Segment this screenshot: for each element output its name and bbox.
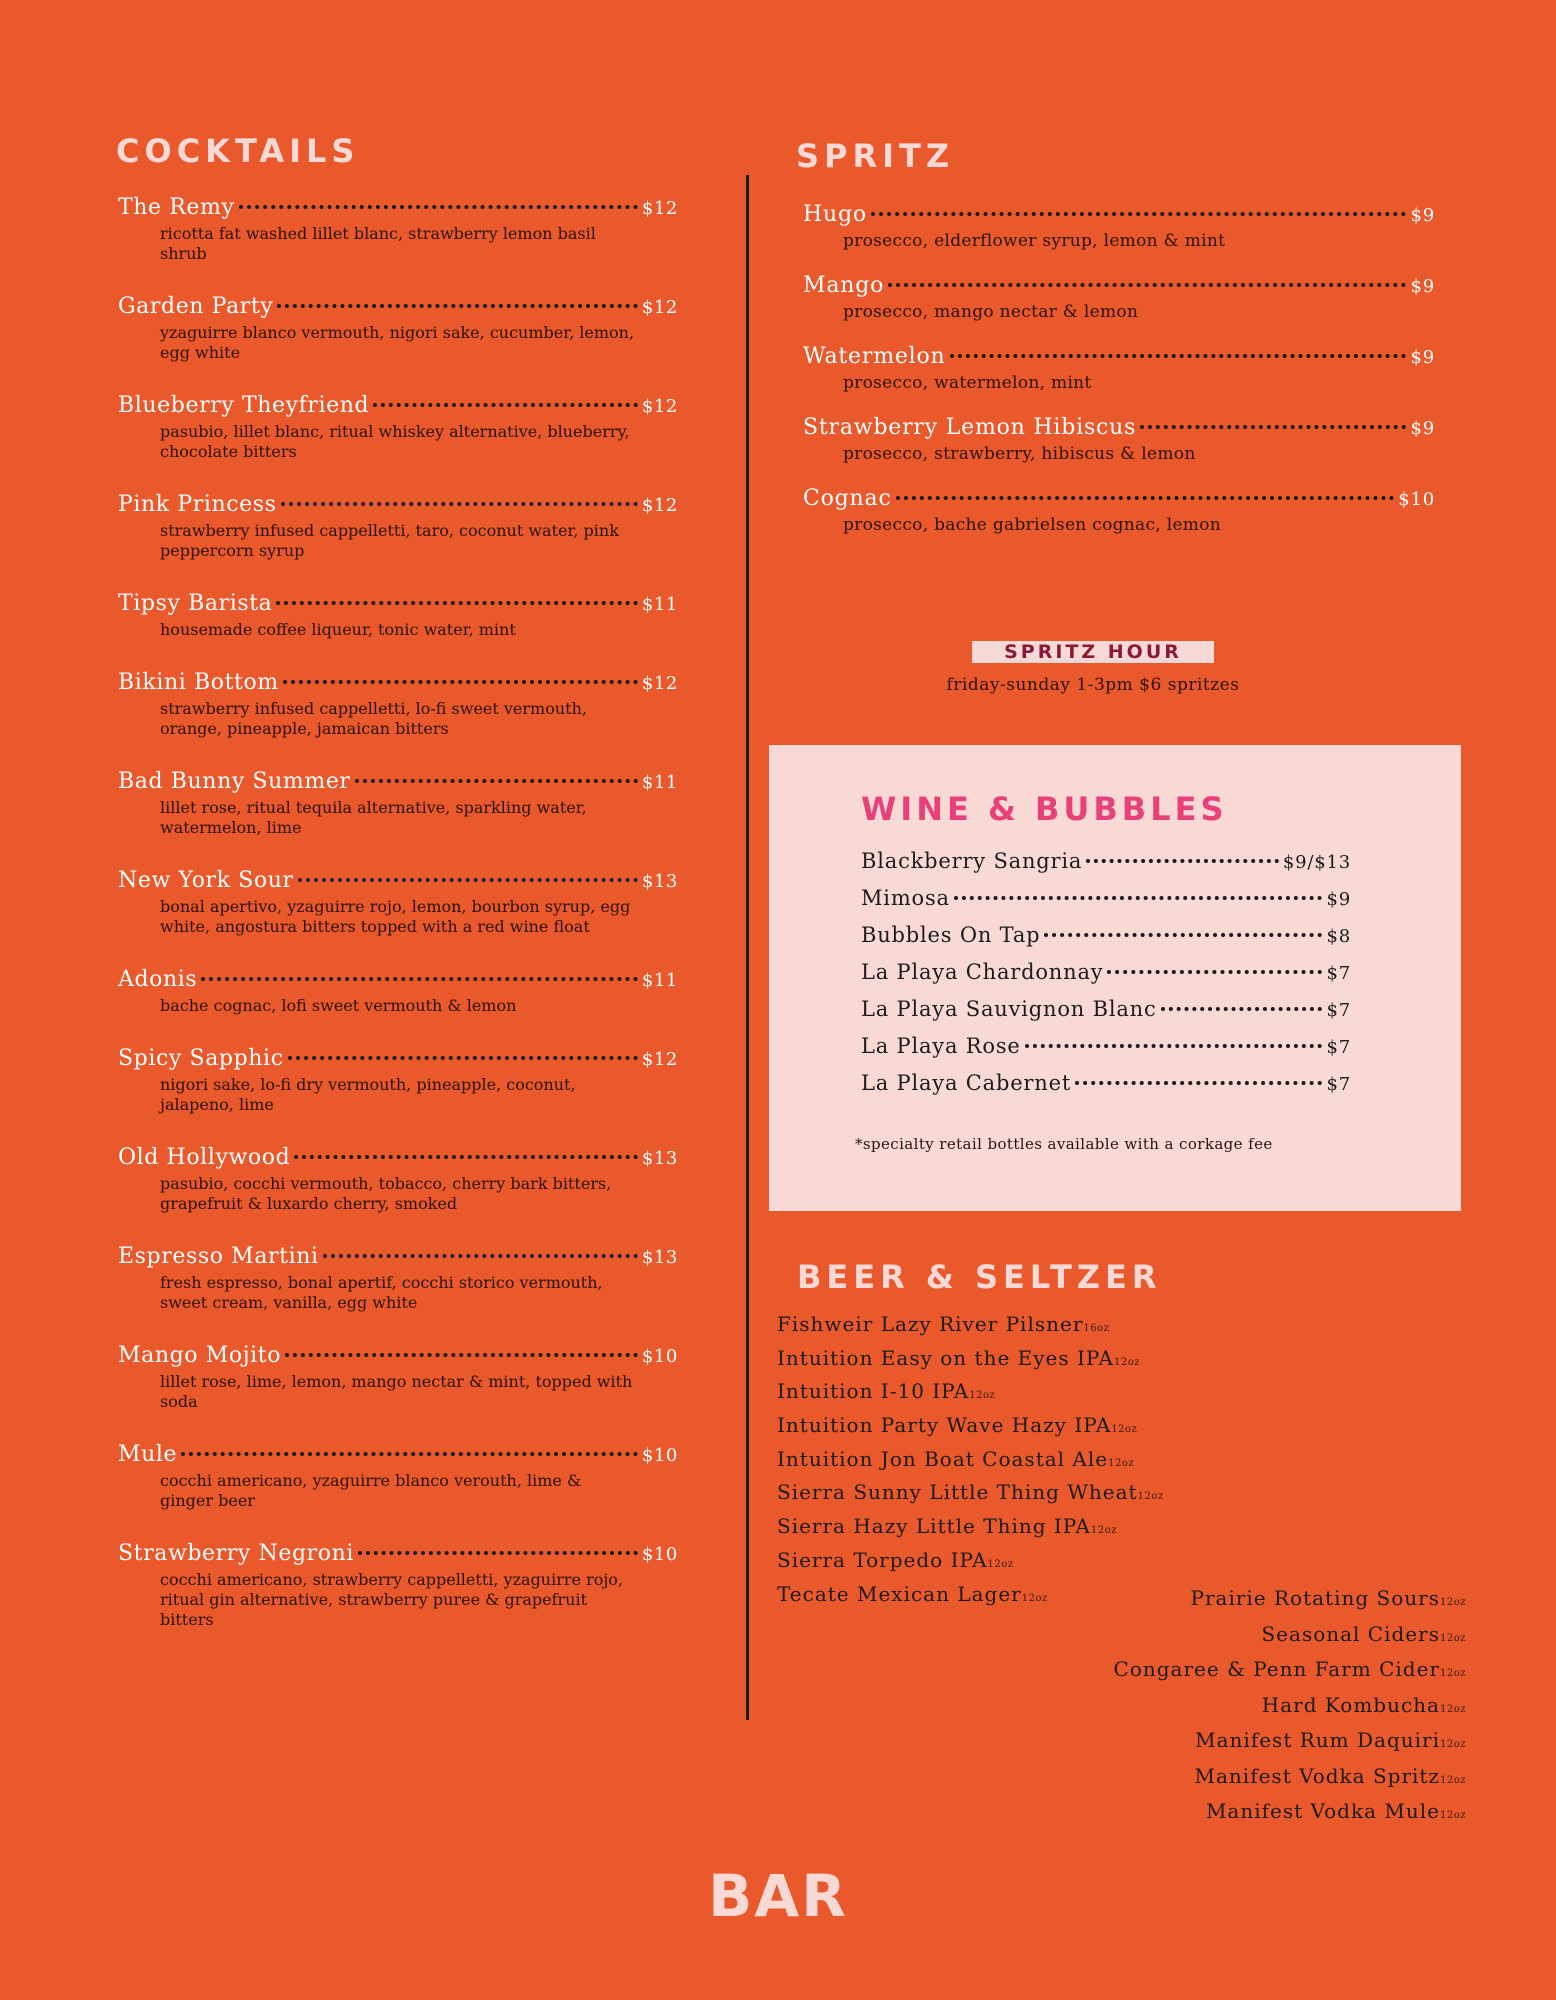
beer-name: Fishweir Lazy River Pilsner <box>777 1312 1084 1336</box>
beer-item <box>777 1312 1164 1346</box>
spritz-item <box>803 202 1435 251</box>
wine-item <box>861 923 1351 960</box>
wine-price: $8 <box>1326 926 1351 947</box>
wine-list <box>861 849 1351 1108</box>
cocktail-item <box>118 1046 678 1115</box>
cocktail-row <box>118 591 678 616</box>
dot-leader <box>355 779 638 783</box>
spritz-hour-text: friday-sunday 1-3pm $6 spritzes <box>946 675 1240 695</box>
beer-item <box>1114 1586 1466 1622</box>
cocktail-description: bache cognac, lofi sweet vermouth & lemon <box>160 996 517 1015</box>
cocktail-name: New York Sour <box>118 868 294 893</box>
beer-item <box>777 1582 1164 1616</box>
cocktail-price: $11 <box>641 594 678 615</box>
dot-leader <box>288 1056 638 1060</box>
beer-name: Intuition Party Wave Hazy IPA <box>777 1413 1112 1438</box>
dot-leader <box>285 1353 638 1357</box>
dot-leader <box>1025 1044 1323 1048</box>
cocktail-row <box>118 1145 678 1170</box>
cocktail-row <box>118 1244 678 1269</box>
beer-size: 12oz <box>1113 1356 1140 1368</box>
spritz-title: SPRITZ <box>796 137 955 175</box>
cocktail-name: The Remy <box>118 195 235 220</box>
spritz-price: $9 <box>1410 347 1435 368</box>
cocktail-description: pasubio, cocchi vermouth, tobacco, cherry bark bitters, grapefruit & luxardo cherry, smoked <box>160 1174 612 1213</box>
wine-item <box>861 997 1351 1034</box>
beer-item <box>1114 1657 1466 1693</box>
spritz-list <box>803 202 1435 557</box>
dot-leader <box>358 1551 638 1555</box>
spritz-row <box>803 415 1435 440</box>
spritz-item <box>803 486 1435 535</box>
spritz-price: $9 <box>1410 205 1435 226</box>
wine-item <box>861 886 1351 923</box>
wine-item <box>861 1034 1351 1071</box>
spritz-row <box>803 202 1435 227</box>
cocktail-item <box>118 294 678 363</box>
spritz-description: prosecco, bache gabrielsen cognac, lemon <box>843 515 1222 535</box>
spritz-name: Strawberry Lemon Hibiscus <box>803 415 1137 440</box>
beer-name: Intuition Jon Boat Coastal Ale <box>777 1446 1109 1471</box>
cocktail-name: Mango Mojito <box>118 1343 282 1368</box>
wine-name: La Playa Chardonnay <box>861 960 1104 984</box>
spritz-description: prosecco, mango nectar & lemon <box>843 302 1139 322</box>
cocktail-row <box>118 1442 678 1467</box>
cocktail-name: Garden Party <box>118 294 274 319</box>
spritz-item <box>803 273 1435 322</box>
dot-leader <box>298 878 638 882</box>
cocktail-item <box>118 591 678 640</box>
beer-size: 12oz <box>1439 1739 1466 1750</box>
cocktail-description: housemade coffee liqueur, tonic water, mint <box>160 620 516 639</box>
cocktail-price: $13 <box>641 1148 678 1169</box>
beer-item <box>777 1447 1164 1481</box>
cocktail-row <box>118 195 678 220</box>
spritz-description: prosecco, strawberry, hibiscus & lemon <box>843 444 1196 464</box>
cocktail-row <box>118 1541 678 1566</box>
beer-size: 12oz <box>1439 1703 1466 1715</box>
cocktail-row <box>118 294 678 319</box>
dot-leader <box>954 896 1323 900</box>
cocktail-row <box>118 967 678 992</box>
cocktail-row <box>118 1343 678 1368</box>
cocktail-row <box>118 492 678 517</box>
dot-leader <box>1161 1007 1323 1011</box>
spritz-row <box>803 273 1435 298</box>
beer-item <box>777 1379 1164 1413</box>
cocktail-item <box>118 1541 678 1630</box>
spritz-item <box>803 344 1435 393</box>
beer-item <box>777 1413 1164 1447</box>
cocktail-row <box>118 393 678 418</box>
cocktail-name: Espresso Martini <box>118 1244 319 1269</box>
cocktail-row <box>118 1046 678 1071</box>
cocktail-price: $10 <box>641 1346 678 1367</box>
beer-list-left <box>777 1312 1164 1615</box>
cocktail-description: lillet rose, ritual tequila alternative, sparkling water, watermelon, lime <box>160 798 587 837</box>
cocktail-item <box>118 1442 678 1511</box>
cocktail-description: strawberry infused cappelletti, taro, coconut water, pink peppercorn syrup <box>160 521 619 560</box>
wine-item <box>861 960 1351 997</box>
cocktail-description: ricotta fat washed lillet blanc, strawberry lemon basil shrub <box>160 224 596 263</box>
beer-size: 12oz <box>1108 1457 1135 1469</box>
cocktail-price: $12 <box>641 198 678 219</box>
beer-size: 12oz <box>1021 1592 1048 1604</box>
beer-size: 12oz <box>987 1558 1014 1570</box>
dot-leader <box>1044 933 1322 937</box>
cocktail-item <box>118 670 678 739</box>
dot-leader <box>1075 1081 1322 1085</box>
cocktail-name: Old Hollywood <box>118 1145 291 1170</box>
dot-leader <box>1107 970 1322 974</box>
beer-item <box>777 1548 1164 1582</box>
cocktail-item <box>118 195 678 264</box>
dot-leader <box>1086 859 1279 863</box>
wine-bubbles-box <box>769 745 1461 1211</box>
wine-note: *specialty retail bottles available with a corkage fee <box>855 1135 1273 1153</box>
dot-leader <box>181 1452 638 1456</box>
cocktail-price: $10 <box>641 1445 678 1466</box>
beer-size: 12oz <box>1439 1810 1466 1821</box>
bar-footer-title: BAR <box>708 1862 848 1930</box>
spritz-name: Mango <box>803 273 885 298</box>
cocktail-item <box>118 1145 678 1214</box>
wine-price: $7 <box>1326 1037 1351 1058</box>
cocktail-item <box>118 393 678 462</box>
beer-name: Tecate Mexican Lager <box>777 1581 1022 1606</box>
beer-size: 12oz <box>1090 1525 1117 1537</box>
wine-name: La Playa Cabernet <box>861 1071 1072 1095</box>
cocktail-price: $10 <box>641 1544 678 1565</box>
cocktail-name: Pink Princess <box>118 492 277 517</box>
beer-item <box>1114 1799 1466 1835</box>
cocktail-price: $11 <box>641 970 678 991</box>
cocktail-item <box>118 492 678 561</box>
beer-item <box>1114 1622 1466 1658</box>
beer-name: Manifest Vodka Spritz <box>1194 1763 1440 1788</box>
cocktail-row <box>118 769 678 794</box>
cocktail-name: Mule <box>118 1442 178 1467</box>
dot-leader <box>294 1155 638 1159</box>
spritz-hour-badge: SPRITZ HOUR <box>972 641 1214 663</box>
beer-name: Sierra Hazy Little Thing IPA <box>777 1514 1091 1539</box>
spritz-price: $9 <box>1410 418 1435 439</box>
spritz-name: Hugo <box>803 202 867 227</box>
cocktail-description: cocchi americano, strawberry cappelletti, yzaguirre rojo, ritual gin alternative, strawberry puree & grapefruit bitters <box>160 1570 624 1629</box>
cocktail-price: $12 <box>641 396 678 417</box>
beer-size: 12oz <box>1439 1597 1466 1608</box>
spritz-item <box>803 415 1435 464</box>
beer-size: 12oz <box>969 1390 996 1402</box>
cocktail-price: $12 <box>641 1049 678 1070</box>
wine-price: $9/$13 <box>1282 852 1351 873</box>
wine-price: $7 <box>1326 1074 1351 1095</box>
beer-size: 12oz <box>1439 1774 1466 1786</box>
cocktail-item <box>118 1343 678 1412</box>
beer-name: Intuition Easy on the Eyes IPA <box>777 1345 1114 1370</box>
cocktail-name: Bikini Bottom <box>118 670 279 695</box>
beer-name: Seasonal Ciders <box>1261 1621 1440 1646</box>
beer-size: 12oz <box>1439 1632 1466 1644</box>
column-divider <box>746 175 749 1720</box>
cocktail-row <box>118 670 678 695</box>
cocktail-name: Spicy Sapphic <box>118 1046 284 1071</box>
cocktail-description: strawberry infused cappelletti, lo-fi sweet vermouth, orange, pineapple, jamaican bitters <box>160 699 587 738</box>
cocktail-description: cocchi americano, yzaguirre blanco verouth, lime & ginger beer <box>160 1471 582 1510</box>
wine-title: WINE & BUBBLES <box>861 790 1228 828</box>
cocktail-price: $13 <box>641 1247 678 1268</box>
cocktails-list <box>118 195 678 1660</box>
beer-item <box>1114 1728 1466 1764</box>
dot-leader <box>239 205 638 209</box>
cocktail-row <box>118 868 678 893</box>
cocktail-item <box>118 967 678 1016</box>
beer-name: Congaree & Penn Farm Cider <box>1113 1657 1440 1681</box>
wine-name: Blackberry Sangria <box>861 849 1083 873</box>
beer-name: Manifest Vodka Mule <box>1205 1799 1440 1823</box>
cocktail-description: lillet rose, lime, lemon, mango nectar & mint, topped with soda <box>160 1372 633 1411</box>
cocktail-price: $11 <box>641 772 678 793</box>
wine-name: Mimosa <box>861 886 950 910</box>
cocktail-item <box>118 1244 678 1313</box>
spritz-description: prosecco, watermelon, mint <box>843 373 1092 393</box>
cocktail-price: $12 <box>641 495 678 516</box>
cocktail-price: $13 <box>641 871 678 892</box>
wine-name: La Playa Sauvignon Blanc <box>861 997 1157 1021</box>
beer-size: 12oz <box>1439 1668 1466 1679</box>
beer-list-right <box>1114 1586 1466 1835</box>
beer-name: Intuition I-10 IPA <box>777 1379 970 1404</box>
beer-name: Manifest Rum Daquiri <box>1195 1728 1440 1752</box>
beer-item <box>1114 1693 1466 1729</box>
beer-item <box>1114 1764 1466 1800</box>
cocktail-description: bonal apertivo, yzaguirre rojo, lemon, bourbon syrup, egg white, angostura bitters topped with a red wine float <box>160 897 631 936</box>
beer-title: BEER & SELTZER <box>797 1258 1162 1296</box>
dot-leader <box>277 304 637 308</box>
cocktail-name: Strawberry Negroni <box>118 1541 355 1566</box>
cocktail-name: Bad Bunny Summer <box>118 769 351 794</box>
beer-item <box>777 1346 1164 1380</box>
cocktail-item <box>118 868 678 937</box>
spritz-price: $9 <box>1410 276 1435 297</box>
wine-price: $9 <box>1326 889 1351 910</box>
wine-item <box>861 1071 1351 1108</box>
cocktail-name: Adonis <box>118 967 198 992</box>
dot-leader <box>323 1254 638 1258</box>
cocktail-description: yzaguirre blanco vermouth, nigori sake, cucumber, lemon, egg white <box>160 323 635 362</box>
beer-name: Hard Kombucha <box>1261 1692 1440 1717</box>
wine-price: $7 <box>1326 1000 1351 1021</box>
beer-size: 12oz <box>1137 1491 1164 1503</box>
dot-leader <box>281 502 638 506</box>
spritz-price: $10 <box>1398 489 1435 510</box>
dot-leader <box>373 403 638 407</box>
dot-leader <box>950 354 1407 358</box>
beer-item <box>777 1514 1164 1548</box>
dot-leader <box>201 977 638 981</box>
dot-leader <box>276 601 637 605</box>
dot-leader <box>1140 425 1406 429</box>
wine-name: Bubbles On Tap <box>861 923 1041 947</box>
cocktail-description: pasubio, lillet blanc, ritual whiskey alternative, blueberry, chocolate bitters <box>160 422 630 461</box>
beer-item <box>777 1480 1164 1514</box>
spritz-row <box>803 486 1435 511</box>
beer-name: Sierra Torpedo IPA <box>777 1547 988 1572</box>
cocktail-description: fresh espresso, bonal apertif, cocchi storico vermouth, sweet cream, vanilla, egg white <box>160 1273 603 1312</box>
dot-leader <box>871 212 1407 216</box>
beer-size: 16oz <box>1083 1323 1110 1334</box>
dot-leader <box>283 680 638 684</box>
wine-name: La Playa Rose <box>861 1034 1021 1058</box>
beer-size: 12oz <box>1111 1424 1138 1436</box>
cocktails-title: COCKTAILS <box>116 132 360 170</box>
beer-name: Prairie Rotating Sours <box>1190 1586 1440 1610</box>
dot-leader <box>896 496 1395 500</box>
beer-name: Sierra Sunny Little Thing Wheat <box>777 1480 1138 1505</box>
cocktail-name: Blueberry Theyfriend <box>118 393 370 418</box>
wine-item <box>861 849 1351 886</box>
dot-leader <box>888 283 1406 287</box>
spritz-name: Cognac <box>803 486 892 511</box>
cocktail-item <box>118 769 678 838</box>
spritz-description: prosecco, elderflower syrup, lemon & mint <box>843 231 1226 251</box>
wine-price: $7 <box>1326 963 1351 984</box>
cocktail-price: $12 <box>641 673 678 694</box>
cocktail-description: nigori sake, lo-fi dry vermouth, pineapple, coconut, jalapeno, lime <box>160 1075 576 1114</box>
cocktail-price: $12 <box>641 297 678 318</box>
cocktail-name: Tipsy Barista <box>118 591 273 616</box>
spritz-name: Watermelon <box>803 344 946 369</box>
spritz-row <box>803 344 1435 369</box>
